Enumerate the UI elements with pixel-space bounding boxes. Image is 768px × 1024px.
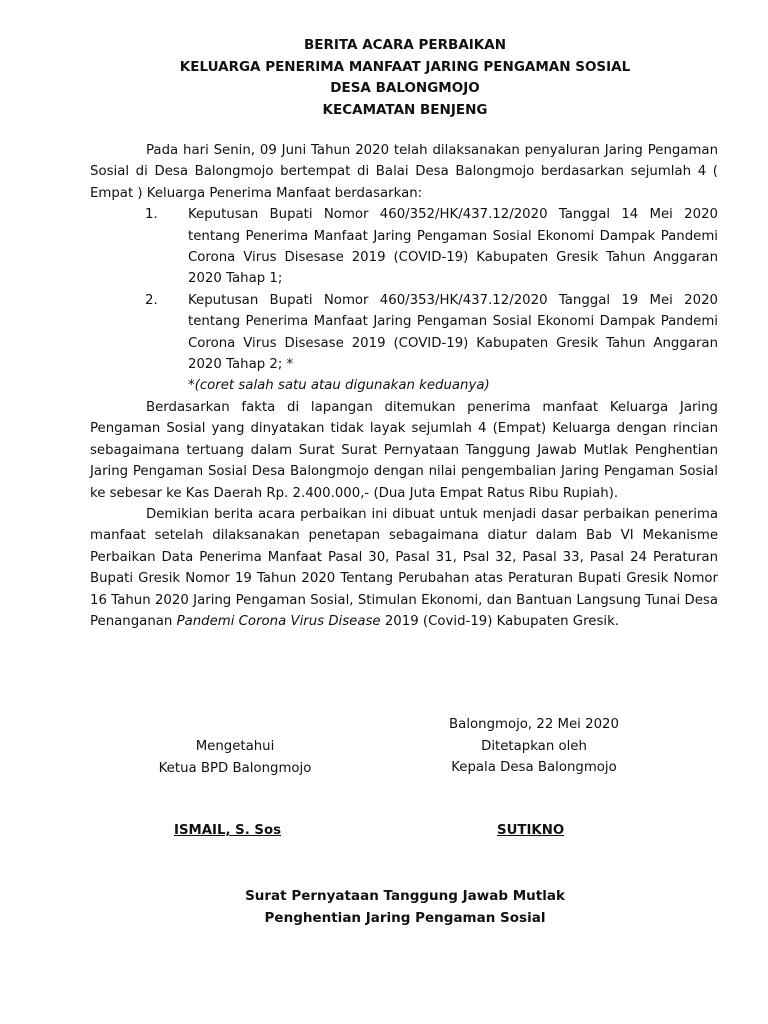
signature-block-right: [414, 714, 654, 779]
strike-note: [90, 375, 718, 396]
list-item-number: 2.: [145, 292, 158, 308]
paragraph-opening: Pada hari Senin, 09 Juni Tahun 2020 telah dilaksanakan penyaluran Jaring Pengaman Sosial di Desa Balongmojo bertempat di Balai Desa Balongmojo berdasarkan sejumlah 4 ( Empat ) Keluarga Penerima Manfaat berdasarkan:: [90, 143, 718, 201]
list-item-text: Keputusan Bupati Nomor 460/352/HK/437.12/2020 Tanggal 14 Mei 2020 tentang Penerima Manfaat Jaring Pengaman Sosial Ekonomi Dampak Pandemi Corona Virus Disesase 2019 (COVID-19) Kabupaten Gresik Tahun Anggaran 2020 Tahap 1;: [188, 207, 718, 287]
closing-text-a: Demikian berita acara perbaikan ini dibuat untuk menjadi dasar perbaikan penerima manfaat setelah dilaksanakan penetapan sebagaimana diatur dalam Bab VI Mekanisme Perbaikan Data Penerima Manfaat Pasal 30, Pasal 31, Psal 32, Pasal 33, Pasal 24 Peraturan Bupati Gresik Nomor 19 Tahun 2020 Tentang Perubahan atas Peraturan Bupati Gresik Nomor 16 Tahun 2020 Jaring Pengaman Sosial, Stimulan Ekonomi, dan Bantuan Langsung Tunai Desa Penanganan: [90, 506, 718, 629]
left-signatory-name: ISMAIL, S. Sos: [174, 823, 282, 838]
paragraph-findings: Berdasarkan fakta di lapangan ditemukan penerima manfaat Keluarga Jaring Pengaman Sosial yang dinyatakan tidak layak sejumlah 4 (Empat) Keluarga dengan rincian sebagaimana tertuang dalam Surat Surat Pernyataan Tanggung Jawab Mutlak Penghentian Jaring Pengaman Sosial Desa Balongmojo dengan nilai pengembalian Jaring Pengaman Sosial ke sebesar ke Kas Daerah Rp. 2.400.000,- (Dua Juta Empat Ratus Ribu Rupiah).: [90, 399, 718, 501]
title-line-1: BERITA ACARA PERBAIKAN: [303, 37, 507, 53]
paragraph-closing: [90, 504, 718, 632]
list-item: [90, 290, 718, 376]
closing-text-italic: Pandemi Corona Virus Disease: [176, 613, 381, 629]
signature-block-left: [115, 736, 355, 779]
title-line-3: DESA BALONGMOJO: [330, 80, 480, 96]
list-item-number: 1.: [145, 207, 158, 223]
next-title-line-2: Penghentian Jaring Pengaman Sosial: [264, 910, 546, 926]
next-document-title: [0, 885, 768, 929]
closing-text-b: 2019 (Covid-19) Kabupaten Gresik.: [380, 613, 620, 629]
right-role-line-1: Ditetapkan oleh: [481, 738, 587, 754]
title-line-4: KECAMATAN BENJENG: [322, 101, 488, 118]
list-item-text: Keputusan Bupati Nomor 460/353/HK/437.12/2020 Tanggal 19 Mei 2020 tentang Penerima Manfaat Jaring Pengaman Sosial Ekonomi Dampak Pandemi Corona Virus Disesase 2019 (COVID-19) Kabupaten Gresik Tahun Anggaran 2020 Tahap 2; *: [188, 292, 718, 373]
document-body: [90, 140, 718, 632]
left-role-line-1: Mengetahui: [195, 739, 275, 754]
right-role-line-2: Kepala Desa Balongmojo: [451, 760, 617, 775]
title-line-2: KELUARGA PENERIMA MANFAAT JARING PENGAMAN SOSIAL: [179, 58, 631, 75]
document-title: [0, 34, 768, 120]
right-signatory-name: SUTIKNO: [497, 823, 565, 838]
list-item: [90, 204, 718, 290]
next-title-line-1: Surat Pernyataan Tanggung Jawab Mutlak: [245, 888, 565, 904]
place-date: Balongmojo, 22 Mei 2020: [449, 717, 619, 732]
note-text: (coret salah satu atau digunakan keduanya): [194, 378, 490, 394]
note-asterisk: *: [188, 378, 195, 394]
left-role-line-2: Ketua BPD Balongmojo: [158, 760, 312, 776]
